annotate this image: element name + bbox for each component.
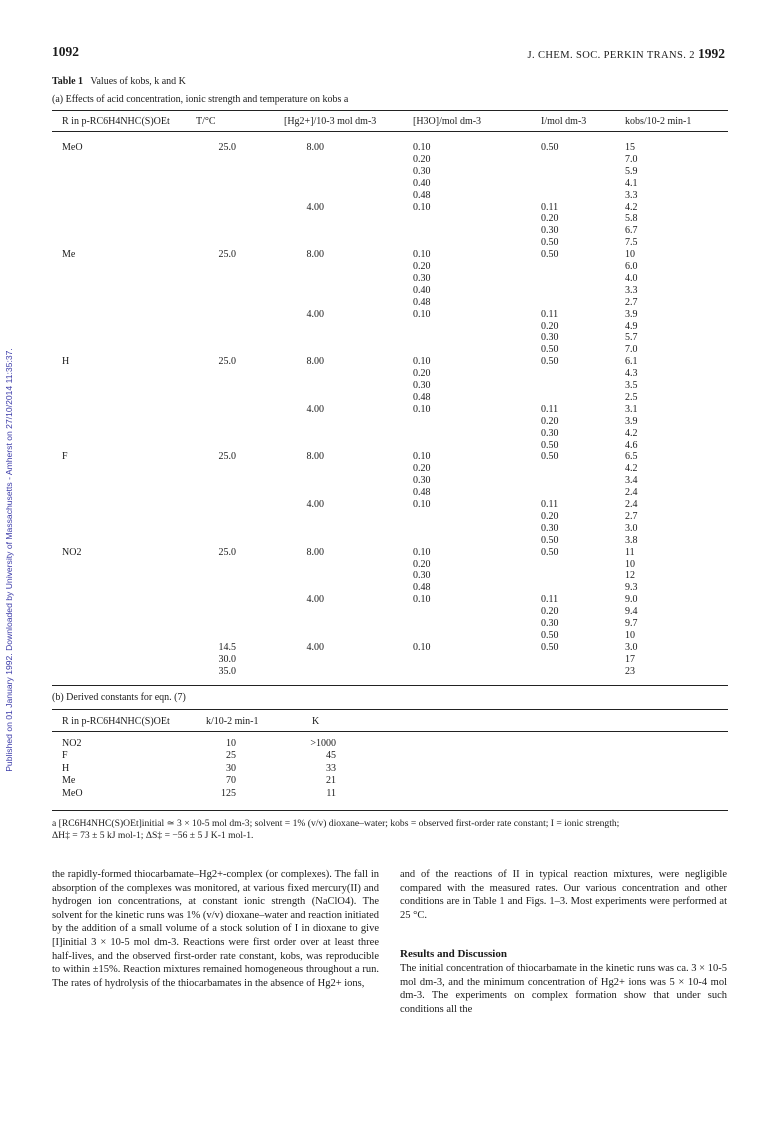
table-cell: 3.3: [625, 284, 638, 296]
table-cell: 7.0: [625, 153, 638, 165]
table-cell: 0.50: [541, 546, 559, 558]
table-cell: 0.10: [413, 142, 431, 153]
table-cell: 0.50: [541, 356, 559, 368]
download-watermark: [2, 130, 16, 990]
table-cell: 8.00: [306, 249, 324, 261]
table-cell: 0.10: [413, 249, 431, 261]
table-column-header: I/mol dm-3: [541, 116, 587, 127]
table-cell: 7.5: [625, 237, 638, 249]
table-cell: 70: [226, 775, 236, 787]
table-cell: 6.5: [625, 451, 638, 463]
table-cell: 0.48: [413, 189, 431, 201]
table-cell: 3.9: [625, 415, 638, 427]
table-top-rule: [52, 110, 728, 111]
table-cell: 17: [625, 653, 635, 665]
table-cell: 10: [625, 558, 635, 570]
page-number: 1092: [52, 44, 79, 59]
table-cell: 4.00: [306, 499, 324, 510]
table-cell: 9.4: [625, 606, 638, 618]
table-cell: 0.50: [541, 641, 559, 653]
table-cell: 0.30: [413, 475, 431, 487]
table-cell: 0.20: [413, 463, 431, 475]
table-cell: 0.20: [541, 415, 559, 427]
table-cell: 35.0: [218, 665, 236, 677]
table-cell: 7.0: [625, 344, 638, 356]
table-cell: 15: [625, 142, 635, 153]
table-cell: 8.00: [306, 546, 324, 558]
table-cell: 0.20: [413, 153, 431, 165]
table-cell: 30.0: [218, 653, 236, 665]
table-cell: F: [62, 750, 68, 762]
table-cell: MeO: [62, 787, 83, 799]
table-cell: 0.48: [413, 487, 431, 499]
body-paragraph-right: and of the reactions of II in typical reaction mixtures, were negligible compared with the measured rates. Our various concentration and other conditions are in Table 1 and Figs. 1–3. Most experiments were performed at 25 °C.: [400, 869, 727, 921]
table-cell: >1000: [310, 738, 336, 749]
table-cell: 4.00: [306, 201, 324, 213]
table-cell: 25.0: [218, 142, 236, 153]
table-column-header: k/10-2 min-1: [206, 716, 259, 727]
table-cell: 0.20: [413, 261, 431, 272]
table-cell: 0.50: [541, 439, 559, 451]
table-cell: 2.5: [625, 391, 638, 403]
table-bottom-rule: [52, 810, 728, 811]
table-cell: 4.00: [306, 308, 324, 320]
table-cell: 9.3: [625, 582, 638, 594]
table-cell: 6.0: [625, 261, 638, 272]
download-watermark-text: Published on 01 January 1992. Downloaded by University of Massachusetts - Amherst on 27/10/2014 11:35:37.: [4, 348, 14, 772]
table-cell: 0.11: [541, 594, 559, 606]
table-cell: 0.50: [541, 237, 559, 249]
right-column: [400, 868, 727, 1016]
table-cell: 6.7: [625, 225, 638, 237]
table-cell: 0.30: [541, 427, 559, 439]
table-cell: MeO: [62, 142, 83, 153]
journal-year: 1992: [698, 46, 725, 61]
table-cell: 4.9: [625, 320, 638, 332]
table-cell: 0.20: [413, 558, 431, 570]
table-cell: 8.00: [306, 451, 324, 463]
table-cell: 3.8: [625, 534, 638, 546]
table-label: Table 1: [52, 76, 84, 87]
table-cell: 0.10: [413, 546, 431, 558]
table-cell: 0.48: [413, 582, 431, 594]
table-part-a-bottom-rule: [52, 685, 728, 686]
table-cell: 14.5: [218, 641, 236, 653]
table-column-header: K: [312, 716, 320, 727]
table-cell: Me: [62, 775, 76, 787]
table-cell: 5.9: [625, 165, 638, 177]
table-cell: 25.0: [218, 546, 236, 558]
table-cell: 0.11: [541, 201, 559, 213]
journal-name: J. CHEM. SOC. PERKIN TRANS. 2: [527, 50, 695, 61]
table-cell: 0.10: [413, 403, 431, 415]
table-cell: 4.2: [625, 463, 638, 475]
table-cell: 4.6: [625, 439, 638, 451]
table-header-rule: [52, 131, 728, 132]
table-cell: 25.0: [218, 356, 236, 368]
table-cell: 0.11: [541, 403, 559, 415]
table-cell: 2.4: [625, 487, 638, 499]
table-cell: 3.4: [625, 475, 638, 487]
table-cell: 0.10: [413, 499, 431, 510]
table-cell: NO2: [62, 738, 82, 749]
table-cell: 3.1: [625, 403, 638, 415]
table-cell: 0.30: [541, 522, 559, 534]
table-cell: 3.9: [625, 308, 638, 320]
table-column-header: [H3O]/mol dm-3: [413, 116, 482, 127]
table-cell: H: [62, 356, 70, 368]
table-part-a-caption: (a) Effects of acid concentration, ionic strength and temperature on kobs a: [52, 94, 349, 105]
table-cell: 4.2: [625, 201, 638, 213]
table-cell: 2.4: [625, 499, 638, 510]
table-cell: 0.10: [413, 356, 431, 368]
table-cell: 30: [226, 762, 236, 774]
table-cell: 4.0: [625, 272, 638, 284]
table-cell: 8.00: [306, 142, 324, 153]
table-cell: 33: [326, 762, 336, 774]
table-cell: 0.50: [541, 629, 559, 641]
table-cell: 0.50: [541, 344, 559, 356]
table-cell: 0.48: [413, 391, 431, 403]
table-cell: 4.00: [306, 641, 324, 653]
table-cell: 5.8: [625, 213, 638, 225]
left-column: [52, 868, 379, 990]
table-cell: 0.50: [541, 142, 559, 153]
table-footnote: [52, 818, 728, 841]
table-cell: 11: [326, 787, 336, 799]
table-cell: 4.1: [625, 177, 638, 189]
table-cell: 0.20: [541, 510, 559, 522]
table-cell: 0.11: [541, 308, 559, 320]
table-cell: 6.1: [625, 356, 638, 368]
table-cell: 0.40: [413, 284, 431, 296]
table-cell: 25.0: [218, 249, 236, 261]
table-cell: 0.20: [541, 213, 559, 225]
table-cell: 2.7: [625, 510, 638, 522]
table-cell: NO2: [62, 546, 82, 558]
table-cell: H: [62, 762, 70, 774]
table-cell: 0.20: [541, 320, 559, 332]
table-cell: 4.3: [625, 368, 638, 380]
table-column-header: kobs/10-2 min-1: [625, 116, 692, 127]
table-cell: 0.20: [541, 606, 559, 618]
table-cell: 0.10: [413, 308, 431, 320]
table-cell: 0.50: [541, 451, 559, 463]
table-cell: 0.40: [413, 177, 431, 189]
table-cell: 0.30: [541, 332, 559, 344]
table-part-b-top-rule: [52, 709, 728, 710]
table-cell: Me: [62, 249, 76, 261]
table-cell: 25.0: [218, 451, 236, 463]
table-cell: 0.10: [413, 594, 431, 606]
footnote-line-2: ΔH‡ = 73 ± 5 kJ mol-1; ΔS‡ = −56 ± 5 J K-1 mol-1.: [52, 829, 254, 841]
table-cell: 3.5: [625, 380, 638, 391]
table-cell: 25: [226, 750, 236, 762]
table-cell: 12: [625, 570, 635, 582]
table-column-header: T/°C: [196, 116, 216, 127]
table-cell: 9.7: [625, 618, 638, 629]
table-cell: 23: [625, 665, 635, 677]
table-cell: 0.50: [541, 534, 559, 546]
table-cell: F: [62, 451, 68, 463]
table-cell: 10: [625, 249, 635, 261]
table-cell: 125: [221, 787, 236, 799]
running-header: [527, 46, 725, 62]
table-cell: 10: [625, 629, 635, 641]
table-cell: 4.00: [306, 403, 324, 415]
table-cell: 0.30: [541, 225, 559, 237]
table-cell: 0.11: [541, 499, 559, 510]
table-cell: 21: [326, 775, 336, 787]
table-cell: 11: [625, 546, 635, 558]
table-cell: 0.30: [413, 380, 431, 391]
table-cell: 45: [326, 750, 336, 762]
table-cell: 0.20: [413, 368, 431, 380]
table-cell: 3.0: [625, 522, 638, 534]
table-cell: 0.48: [413, 296, 431, 308]
table-column-header: R in p-RC6H4NHC(S)OEt: [62, 716, 170, 727]
body-paragraph-left: the rapidly-formed thiocarbamate–Hg2+-complex (or complexes). The fall in absorption of the complexes was monitored, at various fixed mercury(II) and hydrogen ion concentrations, at constant ionic strength (NaClO4). The solvent for the kinetic runs was 1% (v/v) dioxane–water and reaction initiated by the addition of a small volume of a stock solution of I in dioxane to give [I]initial 3 × 10-5 mol dm-3. Reactions were first order over at least three half-lives, and the observed first-order rate constant, kobs, was reproducible to within ±15%. Reaction mixtures remained homogeneous throughout a run. The rates of hydrolysis of the thiocarbamates in the absence of Hg2+ ions,: [52, 869, 379, 989]
table-cell: 0.30: [413, 165, 431, 177]
table-part-b-caption: (b) Derived constants for eqn. (7): [52, 692, 186, 703]
table-column-header: R in p-RC6H4NHC(S)OEt: [62, 116, 170, 127]
table-cell: 0.30: [413, 272, 431, 284]
table-cell: 4.00: [306, 594, 324, 606]
table-cell: 0.50: [541, 249, 559, 261]
table-cell: 0.30: [413, 570, 431, 582]
table-cell: 0.10: [413, 451, 431, 463]
table-cell: 0.10: [413, 641, 431, 653]
section-heading: Results and Discussion: [400, 948, 507, 961]
table-cell: 4.2: [625, 427, 638, 439]
table-part-b-header-rule: [52, 731, 728, 732]
table-cell: 10: [226, 738, 236, 749]
table-cell: 3.0: [625, 641, 638, 653]
table-cell: 5.7: [625, 332, 638, 344]
table-cell: 0.10: [413, 201, 431, 213]
table-cell: 3.3: [625, 189, 638, 201]
section-paragraph: The initial concentration of thiocarbamate in the kinetic runs was ca. 3 × 10-5 mol dm-3, and the minimum concentration of Hg2+ ions was 5 × 10-4 mol dm-3. The experiments on complex formation show that under such conditions all the: [400, 962, 727, 1015]
table-title: [52, 76, 186, 87]
table-cell: 0.30: [541, 618, 559, 629]
table-column-header: [Hg2+]/10-3 mol dm-3: [284, 116, 377, 127]
footnote-line-1: a [RC6H4NHC(S)OEt]initial ≃ 3 × 10-5 mol dm-3; solvent = 1% (v/v) dioxane–water; kobs = observed first-order rate constant; I = ionic strength;: [52, 818, 620, 829]
table-title-text: Values of kobs, k and K: [90, 76, 186, 87]
table-cell: 9.0: [625, 594, 638, 606]
table-cell: 2.7: [625, 296, 638, 308]
table-cell: 8.00: [306, 356, 324, 368]
